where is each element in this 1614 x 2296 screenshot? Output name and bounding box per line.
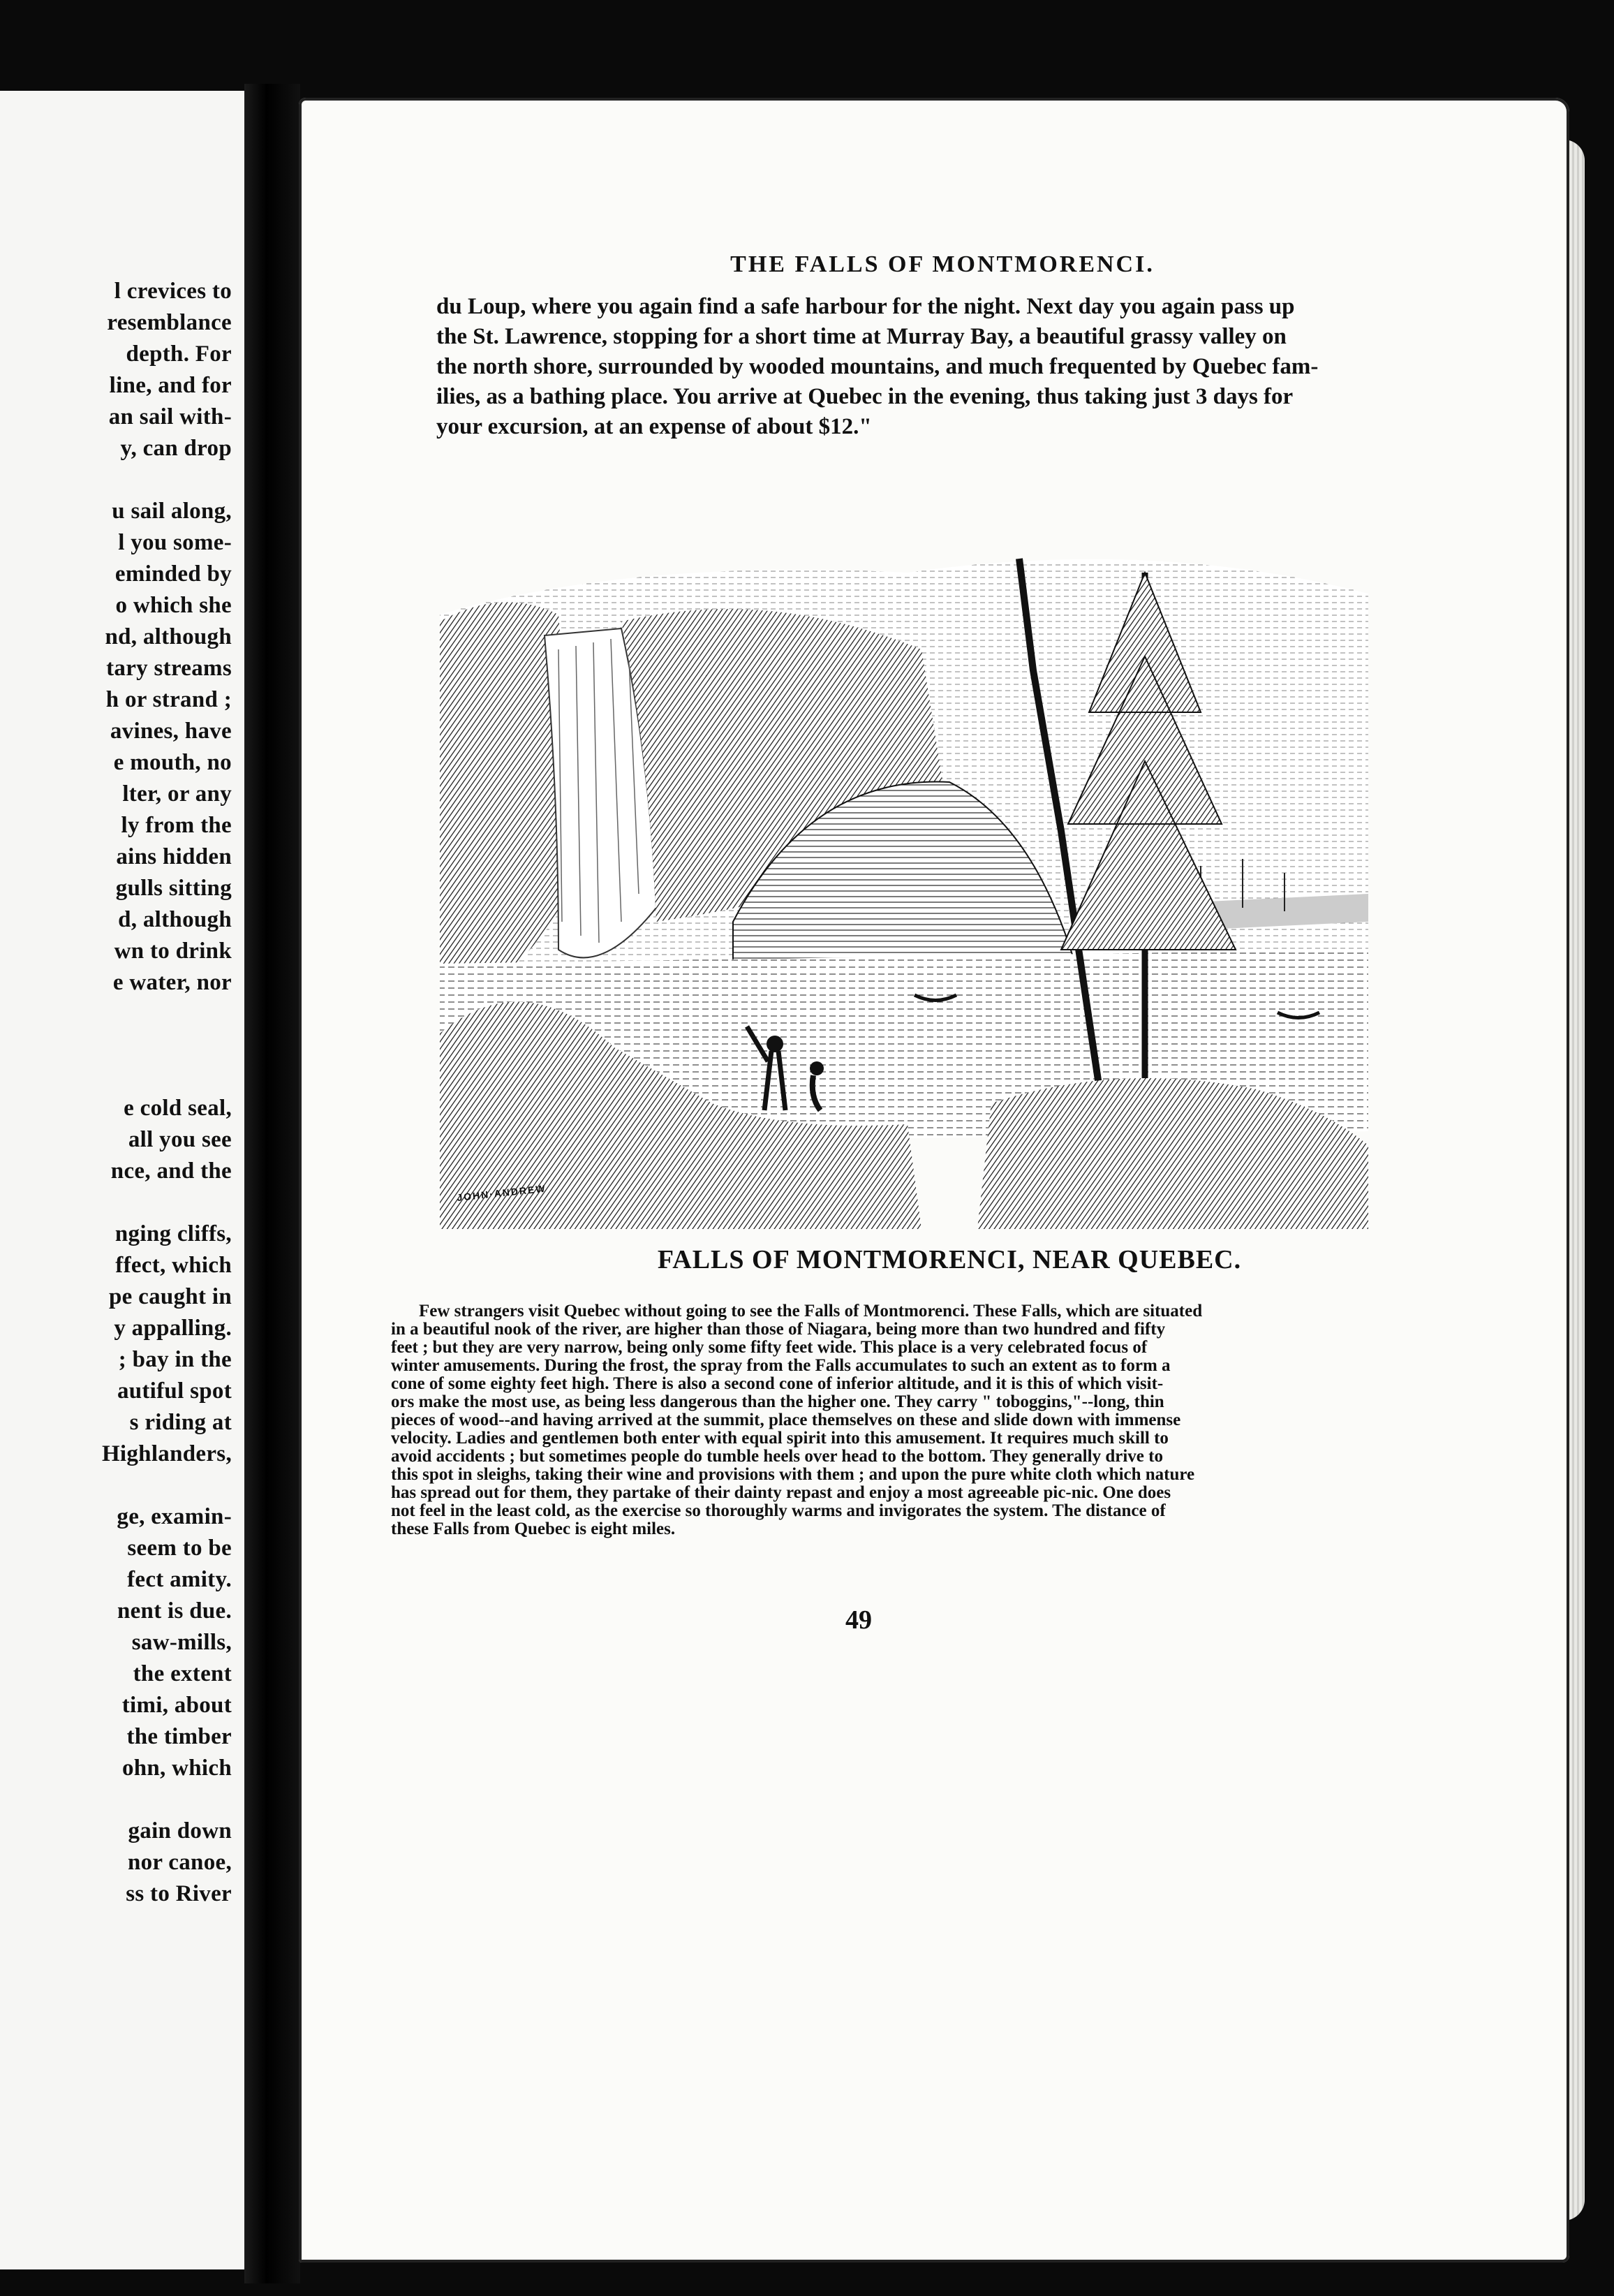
left-page-line: ohn, which	[121, 1756, 232, 1781]
left-page-line	[0, 999, 232, 1030]
left-page-line: seem to be	[127, 1536, 232, 1561]
text-line: avoid accidents ; but sometimes people do tumble heels over head to the bottom. They generally drive to	[391, 1447, 1163, 1466]
left-page-line: ly from the	[121, 813, 232, 838]
left-page-line: y appalling.	[114, 1316, 232, 1341]
left-page-line: avines, have	[110, 719, 232, 744]
text-line: the St. Lawrence, stopping for a short time at Murray Bay, a beautiful grassy valley on	[436, 324, 1287, 349]
left-page-line: an sail with-	[108, 404, 232, 429]
left-page-line: fect amity.	[127, 1567, 232, 1592]
left-page	[0, 91, 244, 2269]
text-line: not feel in the least cold, as the exercise so thoroughly warms and invigorates the system. The distance of	[391, 1501, 1166, 1520]
body-paragraph	[391, 1302, 1368, 1538]
left-page-line	[0, 1061, 232, 1093]
left-page-line: gulls sitting	[115, 876, 232, 901]
text-line: the north shore, surrounded by wooded mountains, and much frequented by Quebec fam-	[436, 354, 1319, 379]
left-page-line: Highlanders,	[101, 1441, 232, 1466]
left-page-line: nent is due.	[117, 1598, 232, 1624]
text-line: feet ; but they are very narrow, being only some fifty feet wide. This place is a very celebrated focus of	[391, 1338, 1148, 1357]
left-page-line: eminded by	[114, 561, 232, 587]
opening-paragraph	[436, 292, 1414, 442]
text-line: velocity. Ladies and gentlemen both enter with equal spirit into this amusement. It requires much skill to	[391, 1429, 1169, 1448]
left-page-text	[0, 276, 232, 1910]
left-page-line: e cold seal,	[124, 1096, 232, 1121]
left-page-line: l you some-	[118, 530, 232, 555]
text-line: these Falls from Quebec is eight miles.	[391, 1519, 676, 1538]
left-page-line: ffect, which	[115, 1253, 232, 1278]
left-page-line: nd, although	[105, 624, 232, 649]
left-page-line: lter, or any	[122, 781, 232, 807]
left-page-line: pe caught in	[109, 1284, 232, 1309]
left-page-line: timi, about	[121, 1693, 232, 1718]
engraver-signature: JOHN·ANDREW	[456, 1182, 547, 1203]
falls-engraving-illustration	[419, 531, 1382, 1243]
illustration-caption: FALLS OF MONTMORENCI, NEAR QUEBEC.	[657, 1245, 1242, 1274]
left-page-line	[0, 1784, 232, 1816]
left-page-line	[0, 464, 232, 496]
text-line: your excursion, at an expense of about $12."	[436, 414, 872, 439]
left-page-line: ss to River	[126, 1881, 232, 1906]
page-number: 49	[845, 1605, 872, 1635]
left-page-line: s riding at	[129, 1410, 232, 1435]
left-page-line: e mouth, no	[113, 750, 232, 775]
left-page-line	[0, 1187, 232, 1219]
text-line: has spread out for them, they partake of their dainty repast and enjoy a most agreeable pic-nic. One does	[391, 1483, 1171, 1502]
book-gutter	[244, 84, 300, 2283]
left-page-line: l crevices to	[114, 279, 232, 304]
left-page-line: the timber	[126, 1724, 232, 1749]
left-page-line: nce, and the	[110, 1158, 232, 1184]
left-page-line: wn to drink	[114, 939, 232, 964]
left-page-line: d, although	[118, 907, 232, 932]
text-line: this spot in sleighs, taking their wine and provisions with them ; and upon the pure white cloth which nature	[391, 1465, 1195, 1484]
left-page-line: h or strand ;	[105, 687, 232, 712]
left-page-line: resemblance	[107, 310, 232, 335]
text-line: ilies, as a bathing place. You arrive at Quebec in the evening, thus taking just 3 days for	[436, 384, 1294, 409]
left-page-line: ains hidden	[116, 844, 232, 869]
left-page-line: tary streams	[106, 656, 232, 681]
text-line: ors make the most use, as being less dangerous than the higher one. They carry " toboggins,"--long, thin	[391, 1392, 1164, 1411]
left-page-line: nor canoe,	[127, 1850, 232, 1875]
left-page-line: e water, nor	[112, 970, 232, 995]
text-line: winter amusements. During the frost, the spray from the Falls accumulates to such an extent as to form a	[391, 1356, 1171, 1375]
text-line: cone of some eighty feet high. There is also a second cone of inferior altitude, and it is this of which visit-	[391, 1374, 1164, 1393]
left-page-line	[0, 1030, 232, 1061]
left-page-line: saw-mills,	[131, 1630, 232, 1655]
left-page-line: u sail along,	[112, 499, 232, 524]
left-page-line: depth. For	[126, 341, 232, 367]
text-line: Few strangers visit Quebec without going to see the Falls of Montmorenci. These Falls, which are situated	[419, 1302, 1203, 1320]
left-page-line: ; bay in the	[118, 1347, 232, 1372]
left-page-line: line, and for	[109, 373, 232, 398]
left-page-line: ge, examin-	[117, 1504, 232, 1529]
text-line: du Loup, where you again find a safe harbour for the night. Next day you again pass up	[436, 294, 1295, 319]
left-page-line: autiful spot	[117, 1378, 232, 1404]
left-page-line: all you see	[128, 1127, 232, 1152]
engraving-image	[419, 531, 1382, 1243]
running-head: THE FALLS OF MONTMORENCI.	[730, 251, 1155, 277]
left-page-line: o which she	[115, 593, 232, 618]
text-line: in a beautiful nook of the river, are higher than those of Niagara, being more than two hundred and fifty	[391, 1320, 1166, 1339]
left-page-line: gain down	[128, 1818, 232, 1844]
left-page-line	[0, 1470, 232, 1501]
text-line: pieces of wood--and having arrived at the summit, place themselves on these and slide down with immense	[391, 1411, 1181, 1429]
left-page-line: y, can drop	[120, 436, 232, 461]
left-page-line: nging cliffs,	[114, 1221, 232, 1246]
left-page-line: the extent	[133, 1661, 232, 1686]
